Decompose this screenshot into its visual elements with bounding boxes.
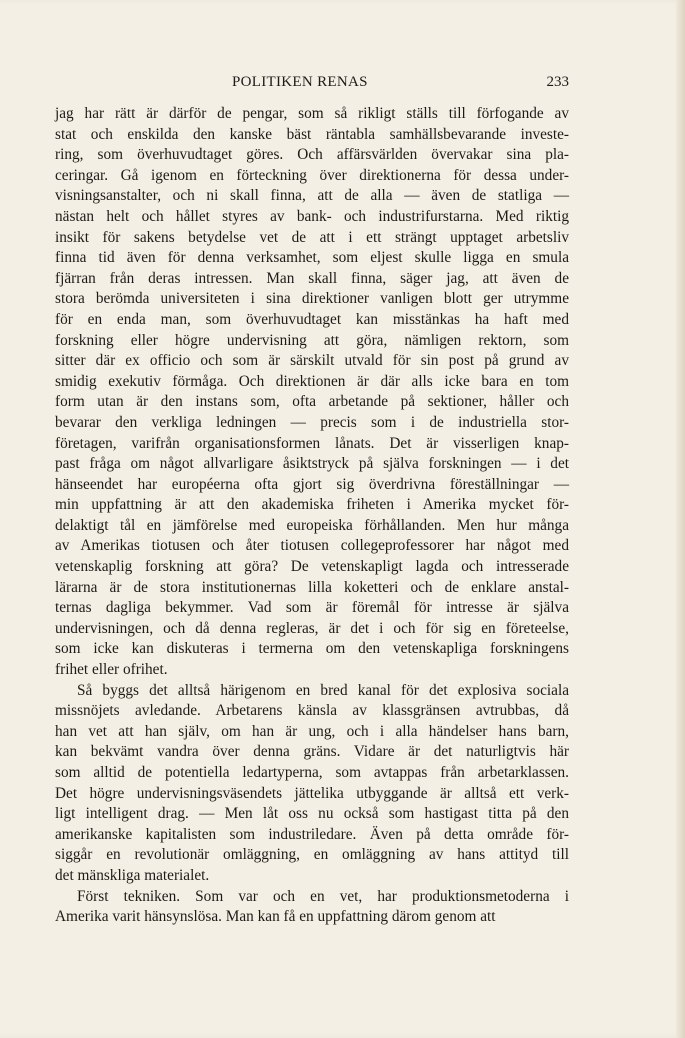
text-line: stora berömda universiteten i sina direktioner vanligen blott ger utrymme: [55, 290, 569, 308]
page-number: 233: [546, 74, 569, 90]
text-line: Så byggs det alltså härigenom en bred kanal för det explosiva sociala: [77, 681, 569, 699]
text-line: det mänskliga materialet.: [55, 866, 210, 884]
text-line: finna tid även för denna verksamhet, som eljest skulle ligga en smula: [55, 249, 569, 267]
page-edge-shadow: [676, 0, 685, 1038]
text-line: som alltid de potentiella ledartyperna, som avtappas från arbetarklassen.: [55, 764, 569, 781]
text-line: form utan är den instans som, ofta arbetande på sektioner, håller och: [55, 393, 569, 411]
text-line: sitter där ex officio och som är särskilt utvald för sin post på grund av: [55, 352, 569, 370]
text-line: bevarar den verkliga ledningen — precis som i de industriella stor-: [55, 413, 569, 431]
text-line: frihet eller ofrihet.: [55, 661, 168, 679]
text-line: siggår en revolutionär omläggning, en omläggning av hans attityd till: [55, 846, 569, 864]
body-text: [55, 104, 569, 928]
text-line: visningsanstalter, och ni skall finna, att de alla — även de statliga —: [55, 187, 569, 205]
text-line: kan bekvämt vandra över denna gräns. Vidare är det naturligtvis här: [55, 743, 569, 761]
text-line: fjärran från deras intressen. Man skall finna, säger jag, att även de: [55, 269, 569, 287]
paragraph: [55, 104, 569, 681]
text-line: stat och enskilda den kanske bäst räntabla samhällsbevarande investe-: [55, 125, 569, 143]
text-line: amerikanske kapitalisten som industriledare. Även på detta område för-: [55, 825, 569, 843]
text-line: undervisningen, och då denna regleras, är det i och för sig en företeelse,: [55, 619, 569, 637]
text-line: nästan helt och hållet styres av bank- och industrifurstarna. Med riktig: [55, 207, 569, 225]
text-line: vetenskaplig forskning att göra? De vetenskapligt lagda och intresserade: [55, 558, 569, 576]
text-line: Först tekniken. Som var och en vet, har produktionsmetoderna i: [77, 887, 569, 905]
text-line: min uppfattning är att den akademiska friheten i Amerika mycket för-: [55, 496, 569, 514]
text-line: av Amerikas tiotusen och åter tiotusen collegeprofessorer har något med: [55, 537, 569, 555]
text-line: Amerika varit hänsynslösa. Man kan få en uppfattning därom genom att: [55, 908, 496, 926]
text-line: som icke kan diskuteras i termerna om den vetenskapliga forskningens: [55, 640, 569, 658]
text-line: företagen, varifrån organisationsformen lånats. Det är visserligen knap-: [55, 434, 569, 452]
text-line: smidig exekutiv förmåga. Och direktionen är där alls icke bara en tom: [55, 372, 569, 390]
text-line: hänseendet har européerna ofta gjort sig överdrivna föreställningar —: [55, 475, 569, 493]
text-line: past fråga om något allvarligare åsiktstryck på själva forskningen — i det: [55, 455, 569, 473]
text-line: jag har rätt är därför de pengar, som så rikligt ställs till förfogande av: [55, 105, 569, 122]
text-line: ligt intelligent drag. — Men låt oss nu också som hastigast titta på den: [55, 805, 569, 823]
text-line: missnöjets avledande. Arbetarens känsla av klassgränsen avtrubbas, då: [55, 702, 569, 720]
text-line: forskning eller högre undervisning att göra, nämligen rektorn, som: [55, 331, 569, 349]
text-line: delaktigt tål en jämförelse med europeiska förhållanden. Men hur många: [55, 516, 569, 534]
text-line: Det högre undervisningsväsendets jättelika utbyggande är alltså ett verk-: [55, 784, 569, 802]
running-title: POLITIKEN RENAS: [232, 74, 368, 90]
text-line: lärarna är de stora institutionernas lilla koketteri och de enklare anstal-: [55, 578, 569, 596]
running-header: [55, 74, 569, 94]
text-line: ring, som överhuvudtaget göres. Och affärsvärlden övervakar sina pla-: [55, 146, 569, 164]
paragraph: [55, 681, 569, 887]
text-line: insikt för sakens betydelse vet de att i ett strängt upptaget arbetsliv: [55, 228, 569, 246]
text-line: han vet att han själv, om han är ung, och i alla händelser hans barn,: [55, 722, 569, 740]
text-line: för en enda man, som överhuvudtaget kan misstänkas ha haft med: [55, 310, 569, 328]
paragraph: [55, 887, 569, 928]
text-line: ceringar. Gå igenom en förteckning över direktionerna för dessa under-: [55, 166, 569, 184]
text-line: ternas dagliga bekymmer. Vad som är föremål för intresse är själva: [55, 599, 569, 617]
